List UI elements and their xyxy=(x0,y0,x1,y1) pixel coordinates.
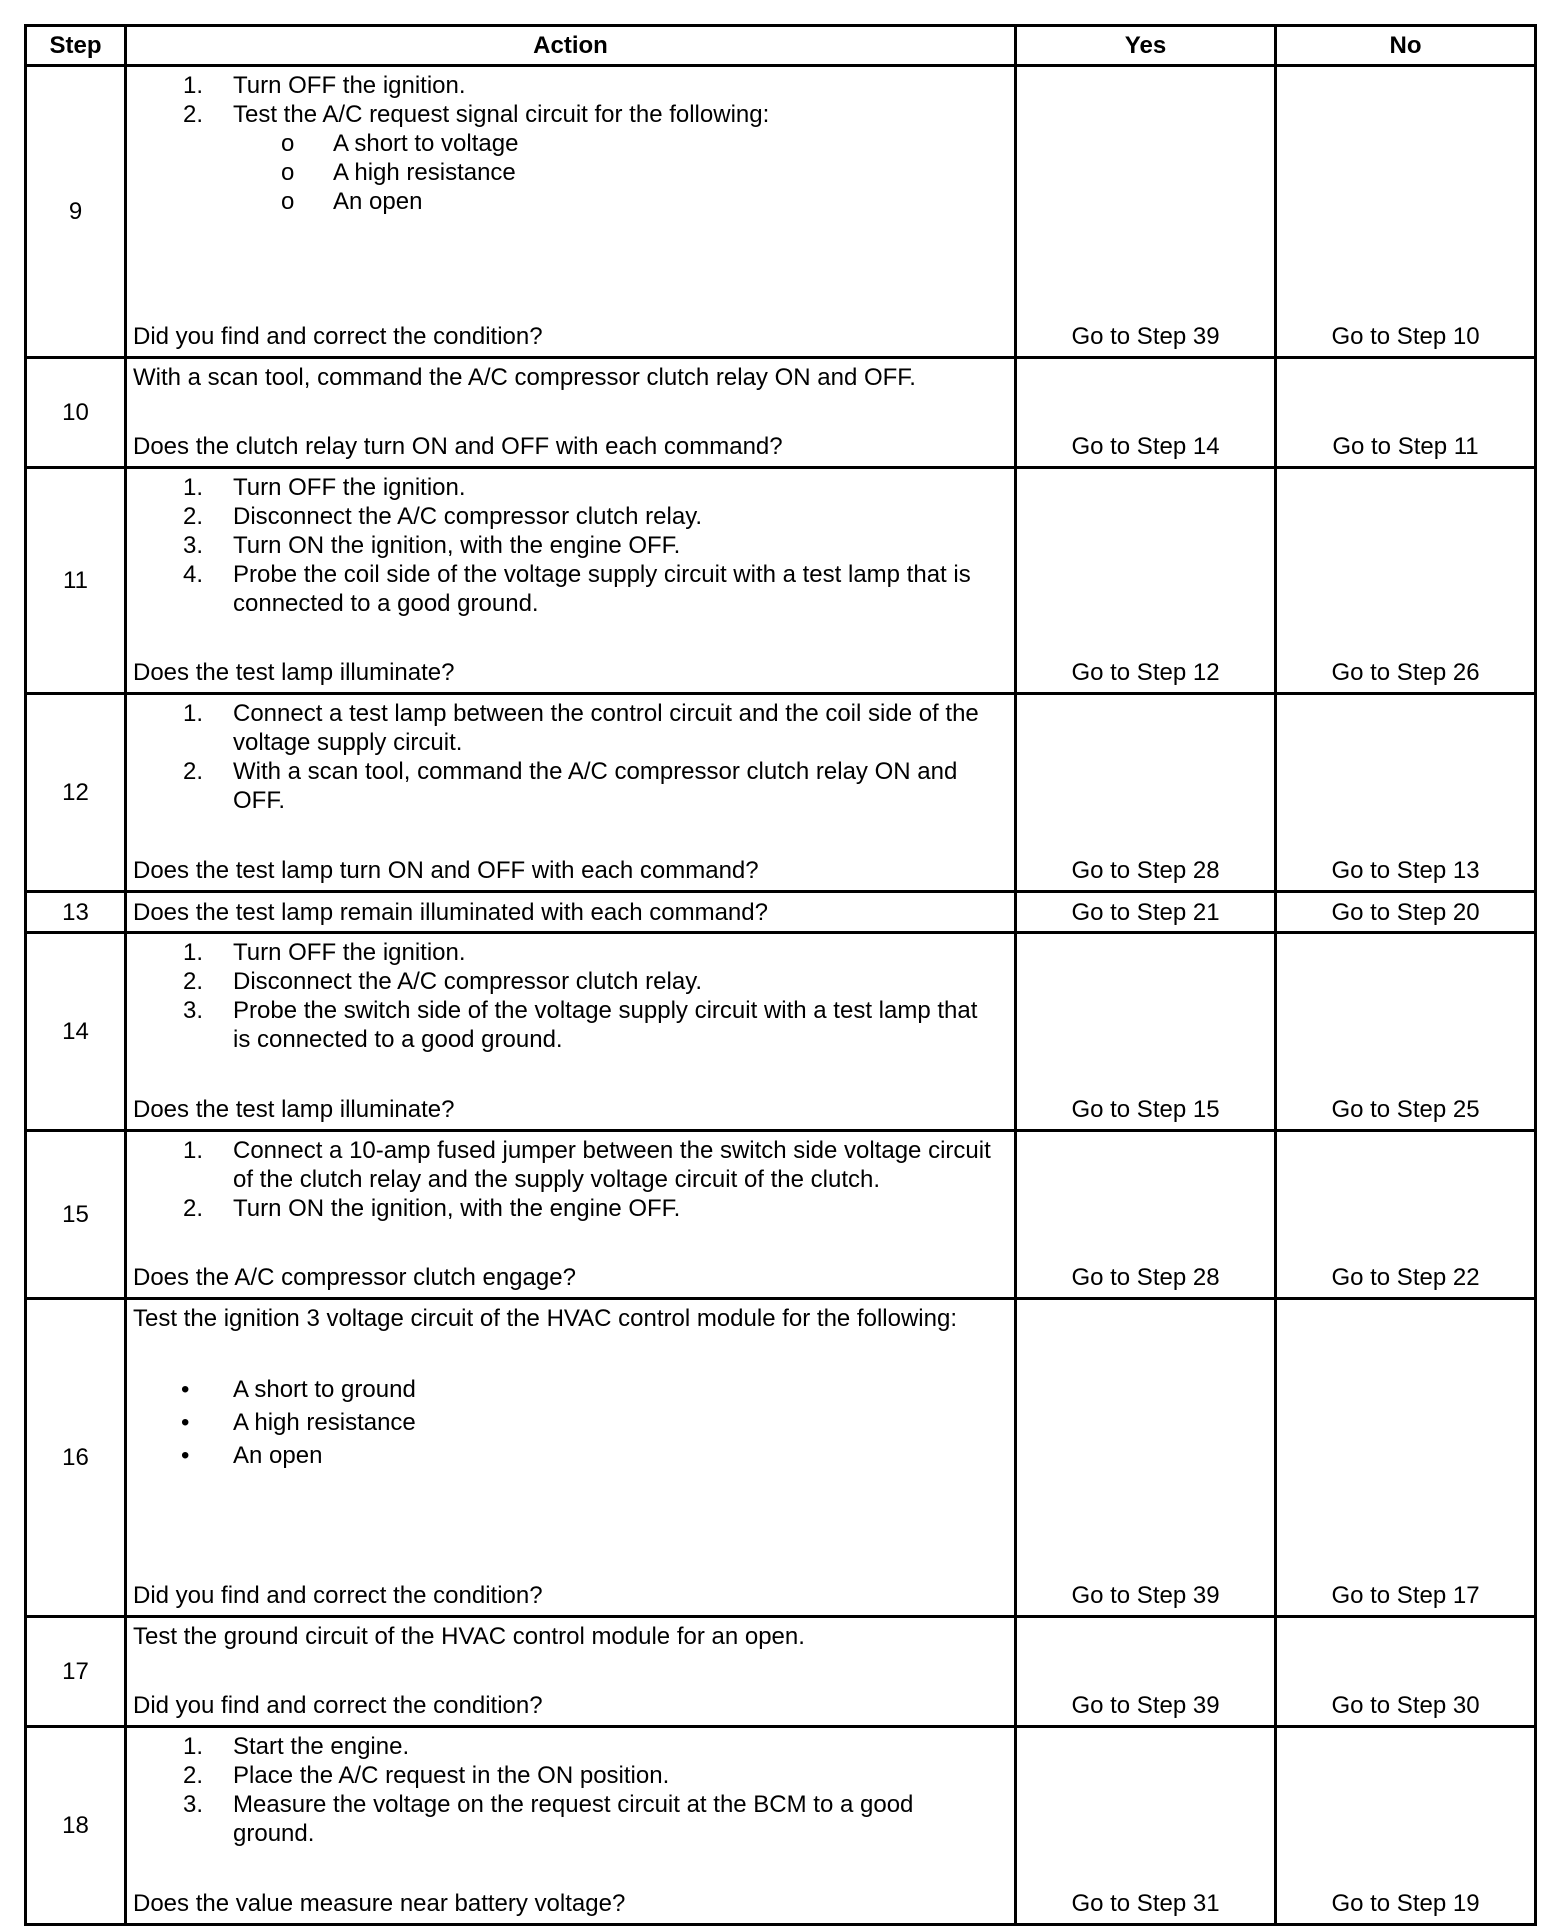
numbered-item xyxy=(133,699,1008,757)
item-text: Probe the switch side of the voltage supply circuit with a test lamp that is connected to a good ground. xyxy=(233,997,978,1053)
bullet-text: An open xyxy=(233,1442,323,1469)
action-question: Does the test lamp illuminate? xyxy=(133,659,455,686)
action-content xyxy=(127,934,1014,1129)
table-row xyxy=(26,1617,1536,1727)
step-number: 17 xyxy=(26,1617,126,1727)
numbered-list xyxy=(133,71,1008,216)
table-row xyxy=(26,66,1536,358)
step-number: 13 xyxy=(26,892,126,933)
step-number: 15 xyxy=(26,1131,126,1299)
action-cell xyxy=(126,1617,1016,1727)
no-cell: Go to Step 11 xyxy=(1276,358,1536,468)
action-question: Does the A/C compressor clutch engage? xyxy=(133,1264,576,1291)
header-no: No xyxy=(1276,26,1536,66)
action-question: Does the value measure near battery voltage? xyxy=(133,1890,626,1917)
numbered-item xyxy=(133,1194,1008,1223)
numbered-item xyxy=(133,1790,1008,1848)
numbered-item xyxy=(133,1732,1008,1761)
bullet-item xyxy=(133,1373,1008,1406)
no-cell: Go to Step 30 xyxy=(1276,1617,1536,1727)
numbered-item xyxy=(133,996,1008,1054)
header-yes: Yes xyxy=(1016,26,1276,66)
action-intro: Test the ignition 3 voltage circuit of the HVAC control module for the following: xyxy=(133,1305,957,1332)
no-cell: Go to Step 22 xyxy=(1276,1131,1536,1299)
action-steps xyxy=(127,469,1014,618)
action-cell xyxy=(126,933,1016,1131)
item-text: Turn ON the ignition, with the engine OFF. xyxy=(233,1195,681,1222)
yes-cell: Go to Step 28 xyxy=(1016,1131,1276,1299)
action-question: Does the test lamp remain illuminated with each command? xyxy=(133,898,768,926)
table-row xyxy=(26,694,1536,892)
action-question: Does the test lamp turn ON and OFF with each command? xyxy=(133,857,759,884)
item-number: 2. xyxy=(183,503,204,530)
numbered-item xyxy=(133,1761,1008,1790)
step-number: 12 xyxy=(26,694,126,892)
action-cell xyxy=(126,694,1016,892)
item-number: 4. xyxy=(183,561,204,588)
action-steps xyxy=(127,1728,1014,1848)
item-number: 3. xyxy=(183,997,204,1024)
bullet-list xyxy=(133,1373,1008,1472)
action-cell xyxy=(126,1131,1016,1299)
item-number: 3. xyxy=(183,1791,204,1818)
action-content xyxy=(127,359,1014,466)
step-number: 14 xyxy=(26,933,126,1131)
numbered-item xyxy=(133,757,1008,815)
numbered-list xyxy=(133,699,1008,815)
numbered-list xyxy=(133,938,1008,1054)
table-row xyxy=(26,1299,1536,1617)
yes-cell: Go to Step 28 xyxy=(1016,694,1276,892)
action-question: Does the clutch relay turn ON and OFF with each command? xyxy=(133,433,783,460)
sub-item-text: A high resistance xyxy=(333,159,516,186)
action-question: Does the test lamp illuminate? xyxy=(133,1096,455,1123)
no-cell: Go to Step 10 xyxy=(1276,66,1536,358)
header-row xyxy=(26,26,1536,66)
header-action: Action xyxy=(126,26,1016,66)
item-text: Disconnect the A/C compressor clutch relay. xyxy=(233,968,703,995)
item-number: 1. xyxy=(183,700,204,727)
action-content xyxy=(127,67,1014,356)
numbered-item xyxy=(133,967,1008,996)
numbered-list xyxy=(133,1732,1008,1848)
numbered-list xyxy=(133,473,1008,618)
bullet-item xyxy=(133,1406,1008,1439)
item-number: 3. xyxy=(183,532,204,559)
action-question: Did you find and correct the condition? xyxy=(133,1582,543,1609)
item-text: Turn OFF the ignition. xyxy=(233,72,466,99)
yes-cell: Go to Step 39 xyxy=(1016,1299,1276,1617)
sub-item-text: A short to voltage xyxy=(333,130,519,157)
step-number: 11 xyxy=(26,468,126,694)
numbered-item xyxy=(133,531,1008,560)
item-number: 2. xyxy=(183,101,204,128)
bullet-dot-icon: • xyxy=(181,1442,190,1469)
numbered-item xyxy=(133,502,1008,531)
no-cell: Go to Step 26 xyxy=(1276,468,1536,694)
item-number: 2. xyxy=(183,758,204,785)
action-intro: Test the ground circuit of the HVAC control module for an open. xyxy=(133,1623,805,1650)
table-row xyxy=(26,1131,1536,1299)
sub-list xyxy=(133,129,1008,216)
item-number: 2. xyxy=(183,968,204,995)
item-number: 2. xyxy=(183,1762,204,1789)
action-intro: With a scan tool, command the A/C compressor clutch relay ON and OFF. xyxy=(133,364,916,391)
no-cell: Go to Step 17 xyxy=(1276,1299,1536,1617)
action-question: Did you find and correct the condition? xyxy=(133,1692,543,1719)
action-steps xyxy=(127,359,1014,392)
no-cell: Go to Step 20 xyxy=(1276,892,1536,933)
circle-bullet-icon: o xyxy=(281,130,295,157)
numbered-list xyxy=(133,1136,1008,1223)
item-number: 2. xyxy=(183,1195,204,1222)
item-text: Place the A/C request in the ON position. xyxy=(233,1762,670,1789)
step-number: 10 xyxy=(26,358,126,468)
action-steps xyxy=(127,695,1014,815)
item-number: 1. xyxy=(183,939,204,966)
action-steps xyxy=(127,1618,1014,1651)
bullet-dot-icon: • xyxy=(181,1376,190,1403)
no-cell: Go to Step 25 xyxy=(1276,933,1536,1131)
item-text: Disconnect the A/C compressor clutch relay. xyxy=(233,503,703,530)
diagnostic-table xyxy=(24,24,1537,1926)
step-number: 9 xyxy=(26,66,126,358)
circle-bullet-icon: o xyxy=(281,188,295,215)
sub-item xyxy=(233,129,1008,158)
action-cell xyxy=(126,468,1016,694)
yes-cell: Go to Step 15 xyxy=(1016,933,1276,1131)
action-content xyxy=(127,1618,1014,1725)
item-text: Turn OFF the ignition. xyxy=(233,939,466,966)
yes-cell: Go to Step 31 xyxy=(1016,1727,1276,1925)
action-cell xyxy=(126,1299,1016,1617)
action-steps xyxy=(127,67,1014,216)
yes-cell: Go to Step 39 xyxy=(1016,1617,1276,1727)
bullet-dot-icon: • xyxy=(181,1409,190,1436)
action-steps xyxy=(127,934,1014,1054)
yes-cell: Go to Step 14 xyxy=(1016,358,1276,468)
item-text: Connect a 10-amp fused jumper between the switch side voltage circuit of the clutch relay and the supply voltage circuit of the clutch. xyxy=(233,1137,991,1193)
table-row xyxy=(26,933,1536,1131)
numbered-item xyxy=(133,1136,1008,1194)
numbered-item xyxy=(133,938,1008,967)
table-body xyxy=(26,66,1536,1925)
yes-cell: Go to Step 21 xyxy=(1016,892,1276,933)
table-row xyxy=(26,468,1536,694)
yes-cell: Go to Step 12 xyxy=(1016,468,1276,694)
numbered-item xyxy=(133,560,1008,618)
action-cell xyxy=(126,892,1016,933)
item-number: 1. xyxy=(183,474,204,501)
action-cell xyxy=(126,66,1016,358)
item-text: Turn OFF the ignition. xyxy=(233,474,466,501)
sub-item xyxy=(233,187,1008,216)
table-row xyxy=(26,1727,1536,1925)
bullet-item xyxy=(133,1439,1008,1472)
item-text: Connect a test lamp between the control circuit and the coil side of the voltage supply circuit. xyxy=(233,700,979,756)
numbered-item xyxy=(133,100,1008,129)
no-cell: Go to Step 19 xyxy=(1276,1727,1536,1925)
step-number: 16 xyxy=(26,1299,126,1617)
table-row xyxy=(26,892,1536,933)
action-content xyxy=(127,695,1014,890)
item-text: Start the engine. xyxy=(233,1733,410,1760)
action-steps xyxy=(127,1300,1014,1472)
action-content xyxy=(127,1132,1014,1297)
action-content xyxy=(127,893,1014,931)
no-cell: Go to Step 13 xyxy=(1276,694,1536,892)
item-text: Test the A/C request signal circuit for the following: xyxy=(233,101,770,128)
item-text: Turn ON the ignition, with the engine OFF. xyxy=(233,532,681,559)
numbered-item xyxy=(133,473,1008,502)
bullet-text: A high resistance xyxy=(233,1409,416,1436)
item-text: Measure the voltage on the request circuit at the BCM to a good ground. xyxy=(233,1791,914,1847)
item-text: With a scan tool, command the A/C compressor clutch relay ON and OFF. xyxy=(233,758,958,814)
action-content xyxy=(127,1728,1014,1923)
step-number: 18 xyxy=(26,1727,126,1925)
item-number: 1. xyxy=(183,1733,204,1760)
sub-item xyxy=(233,158,1008,187)
item-number: 1. xyxy=(183,1137,204,1164)
table-row xyxy=(26,358,1536,468)
action-cell xyxy=(126,1727,1016,1925)
action-question: Did you find and correct the condition? xyxy=(133,323,543,350)
bullet-text: A short to ground xyxy=(233,1376,416,1403)
numbered-item xyxy=(133,71,1008,100)
item-number: 1. xyxy=(183,72,204,99)
sub-item-text: An open xyxy=(333,188,423,215)
action-content xyxy=(127,1300,1014,1615)
action-steps xyxy=(127,1132,1014,1223)
yes-cell: Go to Step 39 xyxy=(1016,66,1276,358)
circle-bullet-icon: o xyxy=(281,159,295,186)
action-content xyxy=(127,469,1014,692)
header-step: Step xyxy=(26,26,126,66)
action-cell xyxy=(126,358,1016,468)
item-text: Probe the coil side of the voltage supply circuit with a test lamp that is connected to a good ground. xyxy=(233,561,971,617)
